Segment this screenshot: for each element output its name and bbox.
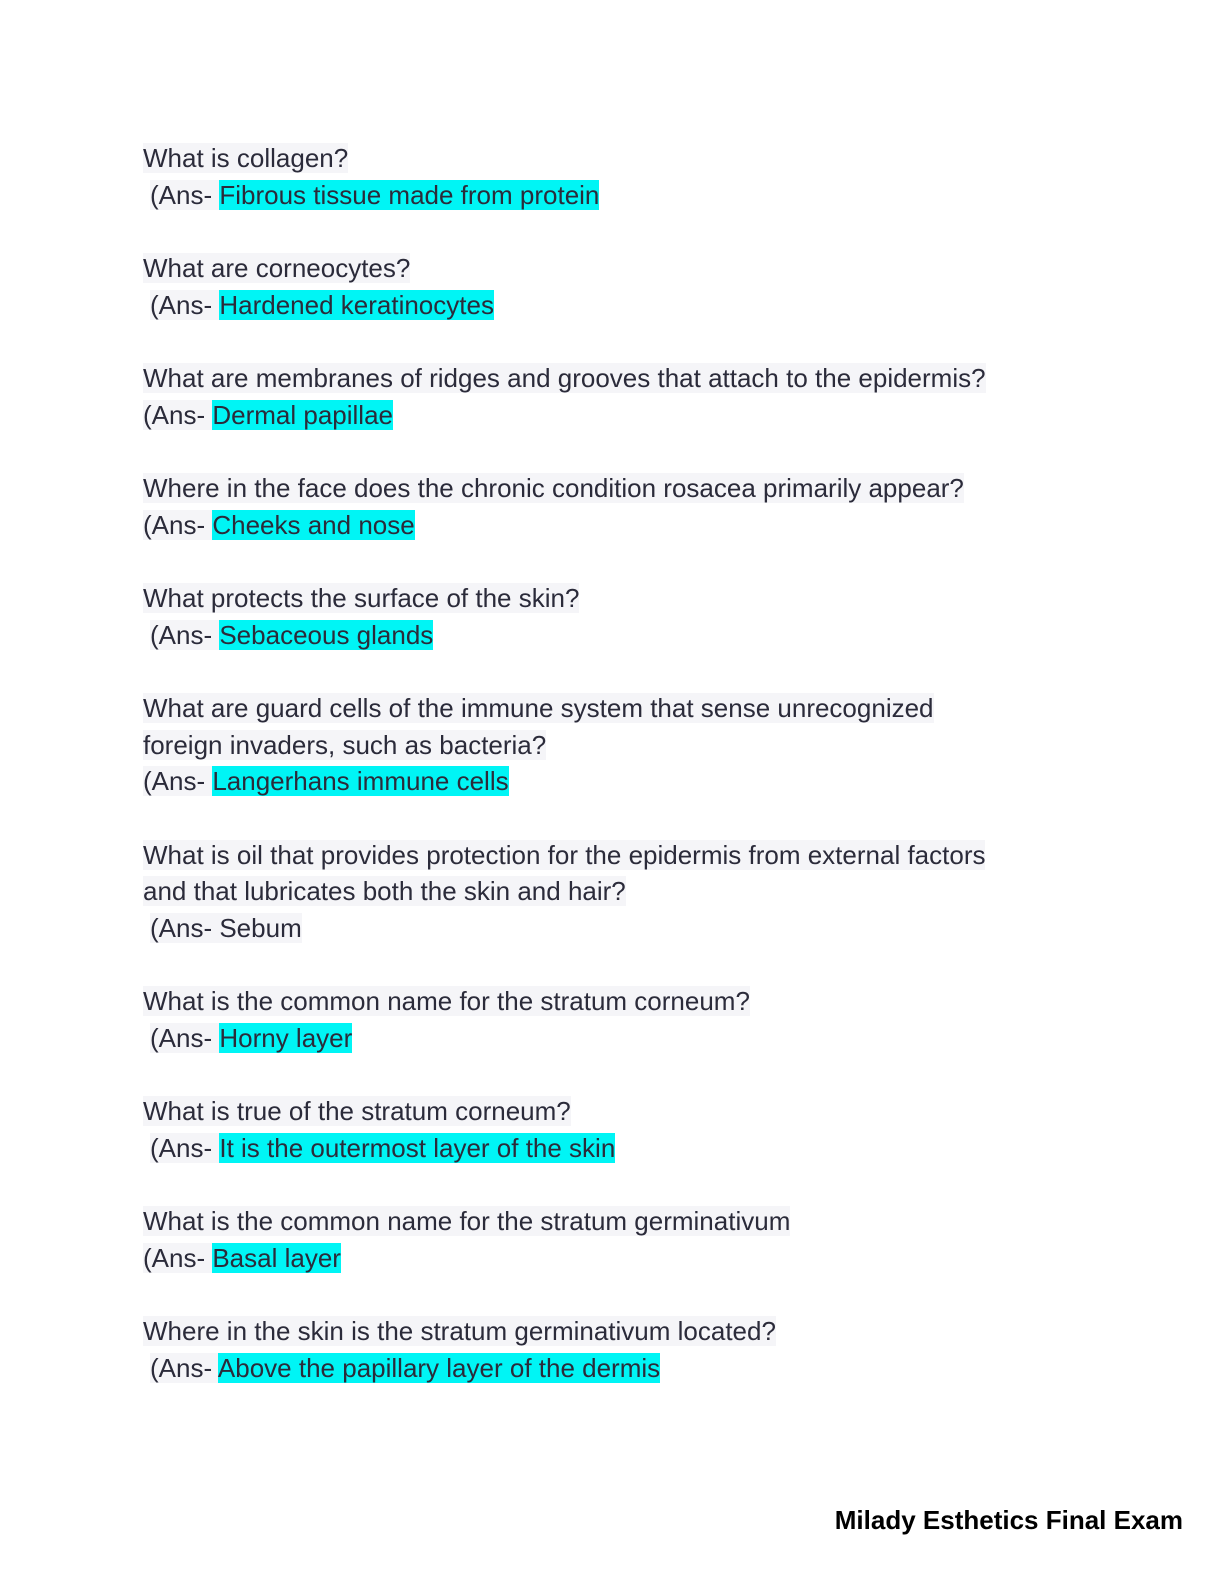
qa-item — [143, 690, 1083, 800]
answer-prefix: (Ans- — [143, 766, 213, 796]
footer-title: Milady Esthetics Final Exam — [834, 1505, 1183, 1535]
qa-item — [143, 1313, 1083, 1386]
question-line — [143, 983, 1083, 1020]
question-line — [143, 727, 1083, 764]
answer-prefix: (Ans- — [143, 509, 213, 540]
answer-prefix: (Ans- — [150, 1352, 218, 1383]
answer-line — [143, 507, 1083, 544]
question-text: What is collagen? — [143, 143, 349, 173]
highlighted-answer: It is the outermost layer of the skin — [219, 1132, 616, 1163]
question-text: What is oil that provides protection for the epidermis from external factors — [143, 839, 986, 870]
qa-item — [143, 470, 1083, 543]
question-line — [143, 690, 1083, 727]
qa-item — [143, 983, 1083, 1056]
answer-prefix: (Ans- — [150, 1022, 220, 1053]
answer-line — [143, 1350, 1083, 1387]
qa-item — [143, 360, 1083, 433]
answer-prefix: (Ans- — [150, 912, 220, 943]
question-text: What are membranes of ridges and grooves that attach to the epidermis? — [143, 363, 986, 393]
answer-line — [143, 1240, 1083, 1277]
qa-item — [143, 837, 1083, 947]
highlighted-answer: Horny layer — [219, 1022, 353, 1053]
answer-line — [143, 1130, 1083, 1167]
answer-prefix: (Ans- — [150, 619, 220, 650]
question-text: What are corneocytes? — [143, 253, 411, 283]
highlighted-answer: Sebaceous glands — [219, 619, 434, 650]
qa-item — [143, 1093, 1083, 1166]
question-text: Where in the skin is the stratum germinativum located? — [143, 1316, 776, 1346]
question-line — [143, 580, 1083, 617]
answer-prefix: (Ans- — [143, 1242, 213, 1273]
question-text: What is the common name for the stratum corneum? — [143, 986, 750, 1016]
question-line — [143, 1203, 1083, 1240]
question-line — [143, 837, 1083, 874]
question-text: What are guard cells of the immune system that sense unrecognized — [143, 693, 934, 723]
answer-line — [143, 287, 1083, 324]
highlighted-answer: Basal layer — [212, 1242, 341, 1273]
answer-prefix: (Ans- — [143, 399, 213, 430]
question-line — [143, 140, 1083, 177]
answer-line — [143, 1020, 1083, 1057]
highlighted-answer: Dermal papillae — [212, 399, 393, 430]
question-text: and that lubricates both the skin and hair? — [143, 876, 626, 906]
question-line — [143, 873, 1083, 910]
question-line — [143, 470, 1083, 507]
answer-line — [143, 397, 1083, 434]
highlighted-answer: Hardened keratinocytes — [219, 289, 494, 320]
answer-prefix: (Ans- — [150, 179, 220, 210]
question-text: foreign invaders, such as bacteria? — [143, 729, 547, 760]
qa-list — [143, 140, 1083, 1423]
answer-prefix: (Ans- — [150, 289, 220, 320]
qa-item — [143, 580, 1083, 653]
question-line — [143, 250, 1083, 287]
question-text: What is the common name for the stratum germinativum — [143, 1206, 791, 1236]
question-line — [143, 1093, 1083, 1130]
question-text: What is true of the stratum corneum? — [143, 1096, 571, 1126]
qa-item — [143, 1203, 1083, 1276]
answer-line — [143, 910, 1083, 947]
highlighted-answer: Cheeks and nose — [212, 509, 415, 540]
answer-line — [143, 617, 1083, 654]
highlighted-answer: Fibrous tissue made from protein — [219, 179, 600, 210]
qa-item — [143, 250, 1083, 323]
answer-line — [143, 763, 1083, 800]
answer-text: Sebum — [219, 912, 302, 943]
question-line — [143, 1313, 1083, 1350]
question-text: What protects the surface of the skin? — [143, 583, 580, 613]
highlighted-answer: Langerhans immune cells — [212, 766, 509, 796]
answer-line — [143, 177, 1083, 214]
question-line — [143, 360, 1083, 397]
question-text: Where in the face does the chronic condition rosacea primarily appear? — [143, 473, 964, 503]
qa-item — [143, 140, 1083, 213]
answer-prefix: (Ans- — [150, 1132, 220, 1163]
highlighted-answer: Above the papillary layer of the dermis — [217, 1352, 661, 1383]
